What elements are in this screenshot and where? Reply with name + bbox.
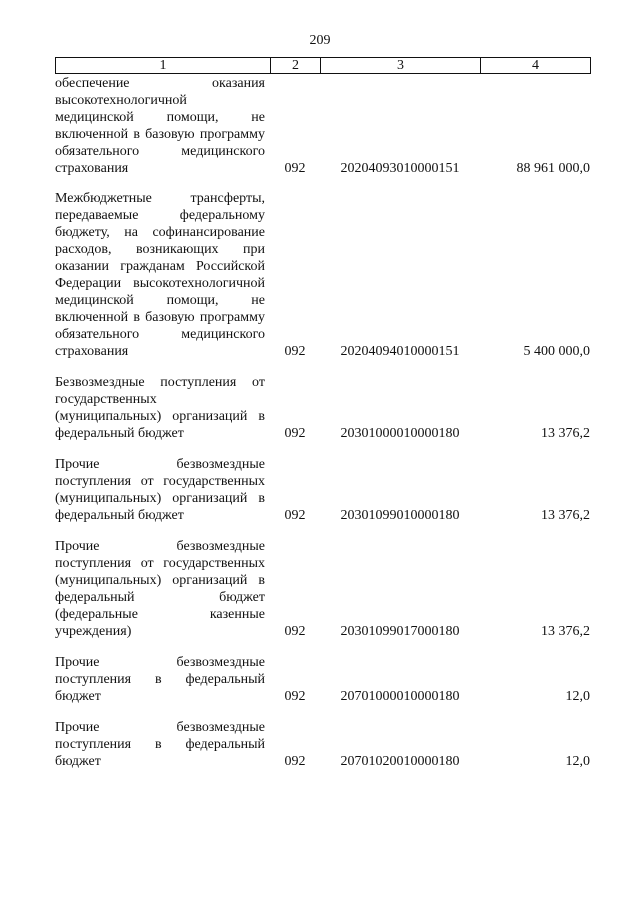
- row-description: Прочие безвозмездные поступления в федеральный бюджет: [55, 655, 265, 704]
- row-admin-code: 092: [284, 754, 306, 769]
- page-number: 209: [309, 33, 331, 48]
- header-row: [56, 58, 591, 74]
- table-header: [55, 57, 591, 74]
- row-kbk-code: 20301099010000180: [340, 508, 460, 523]
- row-admin-code: 092: [284, 689, 306, 704]
- header-col-1: 1: [56, 58, 271, 74]
- row-amount: 13 376,2: [541, 426, 590, 441]
- header-col-2: 2: [271, 58, 321, 74]
- row-admin-code: 092: [284, 508, 306, 523]
- row-admin-code: 092: [284, 161, 306, 176]
- table-row: [55, 538, 590, 640]
- row-kbk-code: 20701020010000180: [340, 754, 460, 769]
- row-kbk-code: 20301000010000180: [340, 426, 460, 441]
- table-row: [55, 456, 590, 524]
- table-row: [55, 190, 590, 360]
- row-amount: 13 376,2: [541, 508, 590, 523]
- header-col-4: 4: [481, 58, 591, 74]
- row-description: Прочие безвозмездные поступления в федеральный бюджет: [55, 720, 265, 769]
- table-row: [55, 719, 590, 770]
- row-description: Безвозмездные поступления от государственных (муниципальных) организаций в федеральный бюджет: [55, 375, 265, 441]
- table-row: [55, 75, 590, 177]
- table-body: [55, 75, 590, 770]
- row-admin-code: 092: [284, 624, 306, 639]
- table-row: [55, 654, 590, 705]
- row-amount: 13 376,2: [541, 624, 590, 639]
- row-description: Межбюджетные трансферты, передаваемые федеральному бюджету, на софинансирование расходов, возникающих при оказании гражданам Российской Федерации высокотехнологичной медицинской помощи, не включенной в базовую программу обязательного медицинского страхования: [55, 191, 265, 359]
- row-amount: 12,0: [565, 754, 590, 769]
- row-kbk-code: 20301099017000180: [340, 624, 460, 639]
- row-description: Прочие безвозмездные поступления от государственных (муниципальных) организаций в федеральный бюджет: [55, 457, 265, 523]
- table-row: [55, 374, 590, 442]
- row-amount: 5 400 000,0: [523, 344, 590, 359]
- row-kbk-code: 20204094010000151: [340, 344, 460, 359]
- row-description: Прочие безвозмездные поступления от государственных (муниципальных) организаций в федеральный бюджет (федеральные казенные учреждения): [55, 539, 265, 639]
- row-kbk-code: 20204093010000151: [340, 161, 460, 176]
- row-description: обеспечение оказания высокотехнологичной медицинской помощи, не включенной в базовую программу обязательного медицинского страхования: [55, 76, 265, 176]
- row-amount: 12,0: [565, 689, 590, 704]
- row-admin-code: 092: [284, 426, 306, 441]
- row-admin-code: 092: [284, 344, 306, 359]
- row-amount: 88 961 000,0: [516, 161, 590, 176]
- header-col-3: 3: [321, 58, 481, 74]
- row-kbk-code: 20701000010000180: [340, 689, 460, 704]
